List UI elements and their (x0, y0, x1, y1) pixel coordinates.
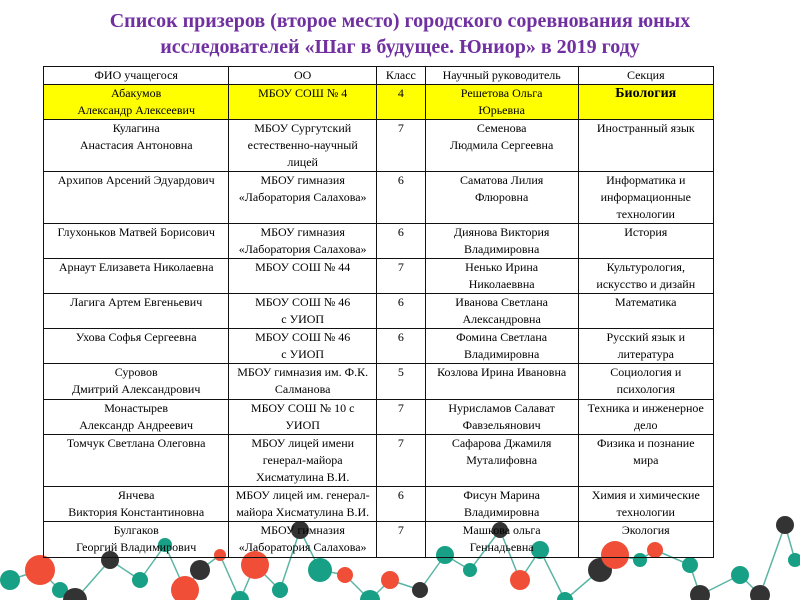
cell-section: Русский язык и литература (578, 329, 713, 364)
cell-grade: 7 (377, 400, 426, 435)
cell-school: МБОУ гимназия «Лаборатория Салахова» (229, 172, 377, 224)
cell-school: МБОУ лицей им. генерал- майора Хисматулина В.И. (229, 487, 377, 522)
cell-grade: 6 (377, 329, 426, 364)
molecule-atom (308, 558, 332, 582)
molecule-atom (690, 585, 710, 600)
cell-grade: 6 (377, 487, 426, 522)
table-row (44, 435, 714, 487)
cell-supervisor: Саматова Лилия Флюровна (425, 172, 578, 224)
cell-student-name: Суровов Дмитрий Александрович (44, 364, 229, 400)
molecule-atom (272, 582, 288, 598)
molecule-atom (682, 557, 698, 573)
cell-school: МБОУ гимназия «Лаборатория Салахова» (229, 224, 377, 259)
cell-section: Экология (578, 522, 713, 558)
molecule-atom (360, 590, 380, 600)
cell-student-name: Архипов Арсений Эдуардович (44, 172, 229, 224)
table-row (44, 120, 714, 172)
cell-school: МБОУ Сургутский естественно-научный лицей (229, 120, 377, 172)
cell-school: МБОУ СОШ № 4 (229, 85, 377, 120)
molecule-atom (412, 582, 428, 598)
page-title (0, 8, 800, 60)
cell-section: Социология и психология (578, 364, 713, 400)
cell-section: Информатика и информационные технологии (578, 172, 713, 224)
cell-grade: 6 (377, 172, 426, 224)
cell-school: МБОУ СОШ № 46 с УИОП (229, 329, 377, 364)
molecule-atom (381, 571, 399, 589)
cell-grade: 5 (377, 364, 426, 400)
cell-grade: 7 (377, 259, 426, 294)
cell-supervisor: Ненько Ирина Николаеввна (425, 259, 578, 294)
table-row (44, 487, 714, 522)
cell-school: МБОУ гимназия им. Ф.К. Салманова (229, 364, 377, 400)
cell-student-name: Монастырев Александр Андреевич (44, 400, 229, 435)
cell-grade: 7 (377, 522, 426, 558)
cell-section: Химия и химические технологии (578, 487, 713, 522)
molecule-atom (557, 592, 573, 600)
table-row (44, 329, 714, 364)
cell-student-name: Лагига Артем Евгеньевич (44, 294, 229, 329)
cell-grade: 6 (377, 224, 426, 259)
cell-school: МБОУ лицей имени генерал-майора Хисматулина В.И. (229, 435, 377, 487)
table-row (44, 259, 714, 294)
winners-table (43, 66, 714, 558)
molecule-atom (231, 591, 249, 600)
cell-grade: 6 (377, 294, 426, 329)
title-line-1: Список призеров (второе место) городского соревнования юных (109, 10, 691, 32)
table-header (44, 67, 714, 85)
cell-student-name: Булгаков Георгий Владимирович (44, 522, 229, 558)
cell-supervisor: Сафарова Джамиля Муталифовна (425, 435, 578, 487)
table-row (44, 364, 714, 400)
cell-section: Математика (578, 294, 713, 329)
cell-supervisor: Иванова Светлана Александровна (425, 294, 578, 329)
molecule-atom (190, 560, 210, 580)
cell-supervisor: Козлова Ирина Ивановна (425, 364, 578, 400)
cell-school: МБОУ гимназия «Лаборатория Салахова» (229, 522, 377, 558)
table-row (44, 522, 714, 558)
cell-school: МБОУ СОШ № 46 с УИОП (229, 294, 377, 329)
cell-grade: 4 (377, 85, 426, 120)
table-row (44, 172, 714, 224)
table-row (44, 85, 714, 120)
molecule-atom (788, 553, 800, 567)
molecule-atom (510, 570, 530, 590)
cell-section: Культурология, искусство и дизайн (578, 259, 713, 294)
header-student-name: ФИО учащегося (44, 67, 229, 85)
header-supervisor: Научный руководитель (425, 67, 578, 85)
molecule-bond (760, 525, 785, 595)
cell-grade: 7 (377, 120, 426, 172)
table-row (44, 400, 714, 435)
cell-supervisor: Машкова ольга Геннадьевна (425, 522, 578, 558)
molecule-atom (731, 566, 749, 584)
cell-section: Физика и познание мира (578, 435, 713, 487)
molecule-atom (171, 576, 199, 600)
cell-section: Иностранный язык (578, 120, 713, 172)
molecule-atom (337, 567, 353, 583)
cell-supervisor: Фисун Марина Владимировна (425, 487, 578, 522)
molecule-atom (132, 572, 148, 588)
table-row (44, 224, 714, 259)
header-school: ОО (229, 67, 377, 85)
cell-supervisor: Семенова Людмила Сергеевна (425, 120, 578, 172)
molecule-atom (463, 563, 477, 577)
cell-supervisor: Нурисламов Салават Фавзельянович (425, 400, 578, 435)
cell-student-name: Ухова Софья Сергеевна (44, 329, 229, 364)
cell-grade: 7 (377, 435, 426, 487)
cell-supervisor: Фомина Светлана Владимировна (425, 329, 578, 364)
title-line-2: исследователей «Шаг в будущее. Юниор» в 2019 году (160, 36, 640, 58)
cell-student-name: Арнаут Елизавета Николаевна (44, 259, 229, 294)
table-row (44, 294, 714, 329)
cell-section: Техника и инженерное дело (578, 400, 713, 435)
cell-supervisor: Решетова Ольга Юрьевна (425, 85, 578, 120)
cell-section: Биология (578, 85, 713, 120)
header-section: Секция (578, 67, 713, 85)
molecule-atom (0, 570, 20, 590)
cell-student-name: Кулагина Анастасия Антоновна (44, 120, 229, 172)
molecule-atom (25, 555, 55, 585)
cell-student-name: Янчева Виктория Константиновна (44, 487, 229, 522)
cell-student-name: Абакумов Александр Алексеевич (44, 85, 229, 120)
header-grade: Класс (377, 67, 426, 85)
cell-supervisor: Диянова Виктория Владимировна (425, 224, 578, 259)
cell-student-name: Томчук Светлана Олеговна (44, 435, 229, 487)
cell-section: История (578, 224, 713, 259)
cell-school: МБОУ СОШ № 44 (229, 259, 377, 294)
molecule-atom (776, 516, 794, 534)
cell-student-name: Глухоньков Матвей Борисович (44, 224, 229, 259)
cell-school: МБОУ СОШ № 10 с УИОП (229, 400, 377, 435)
